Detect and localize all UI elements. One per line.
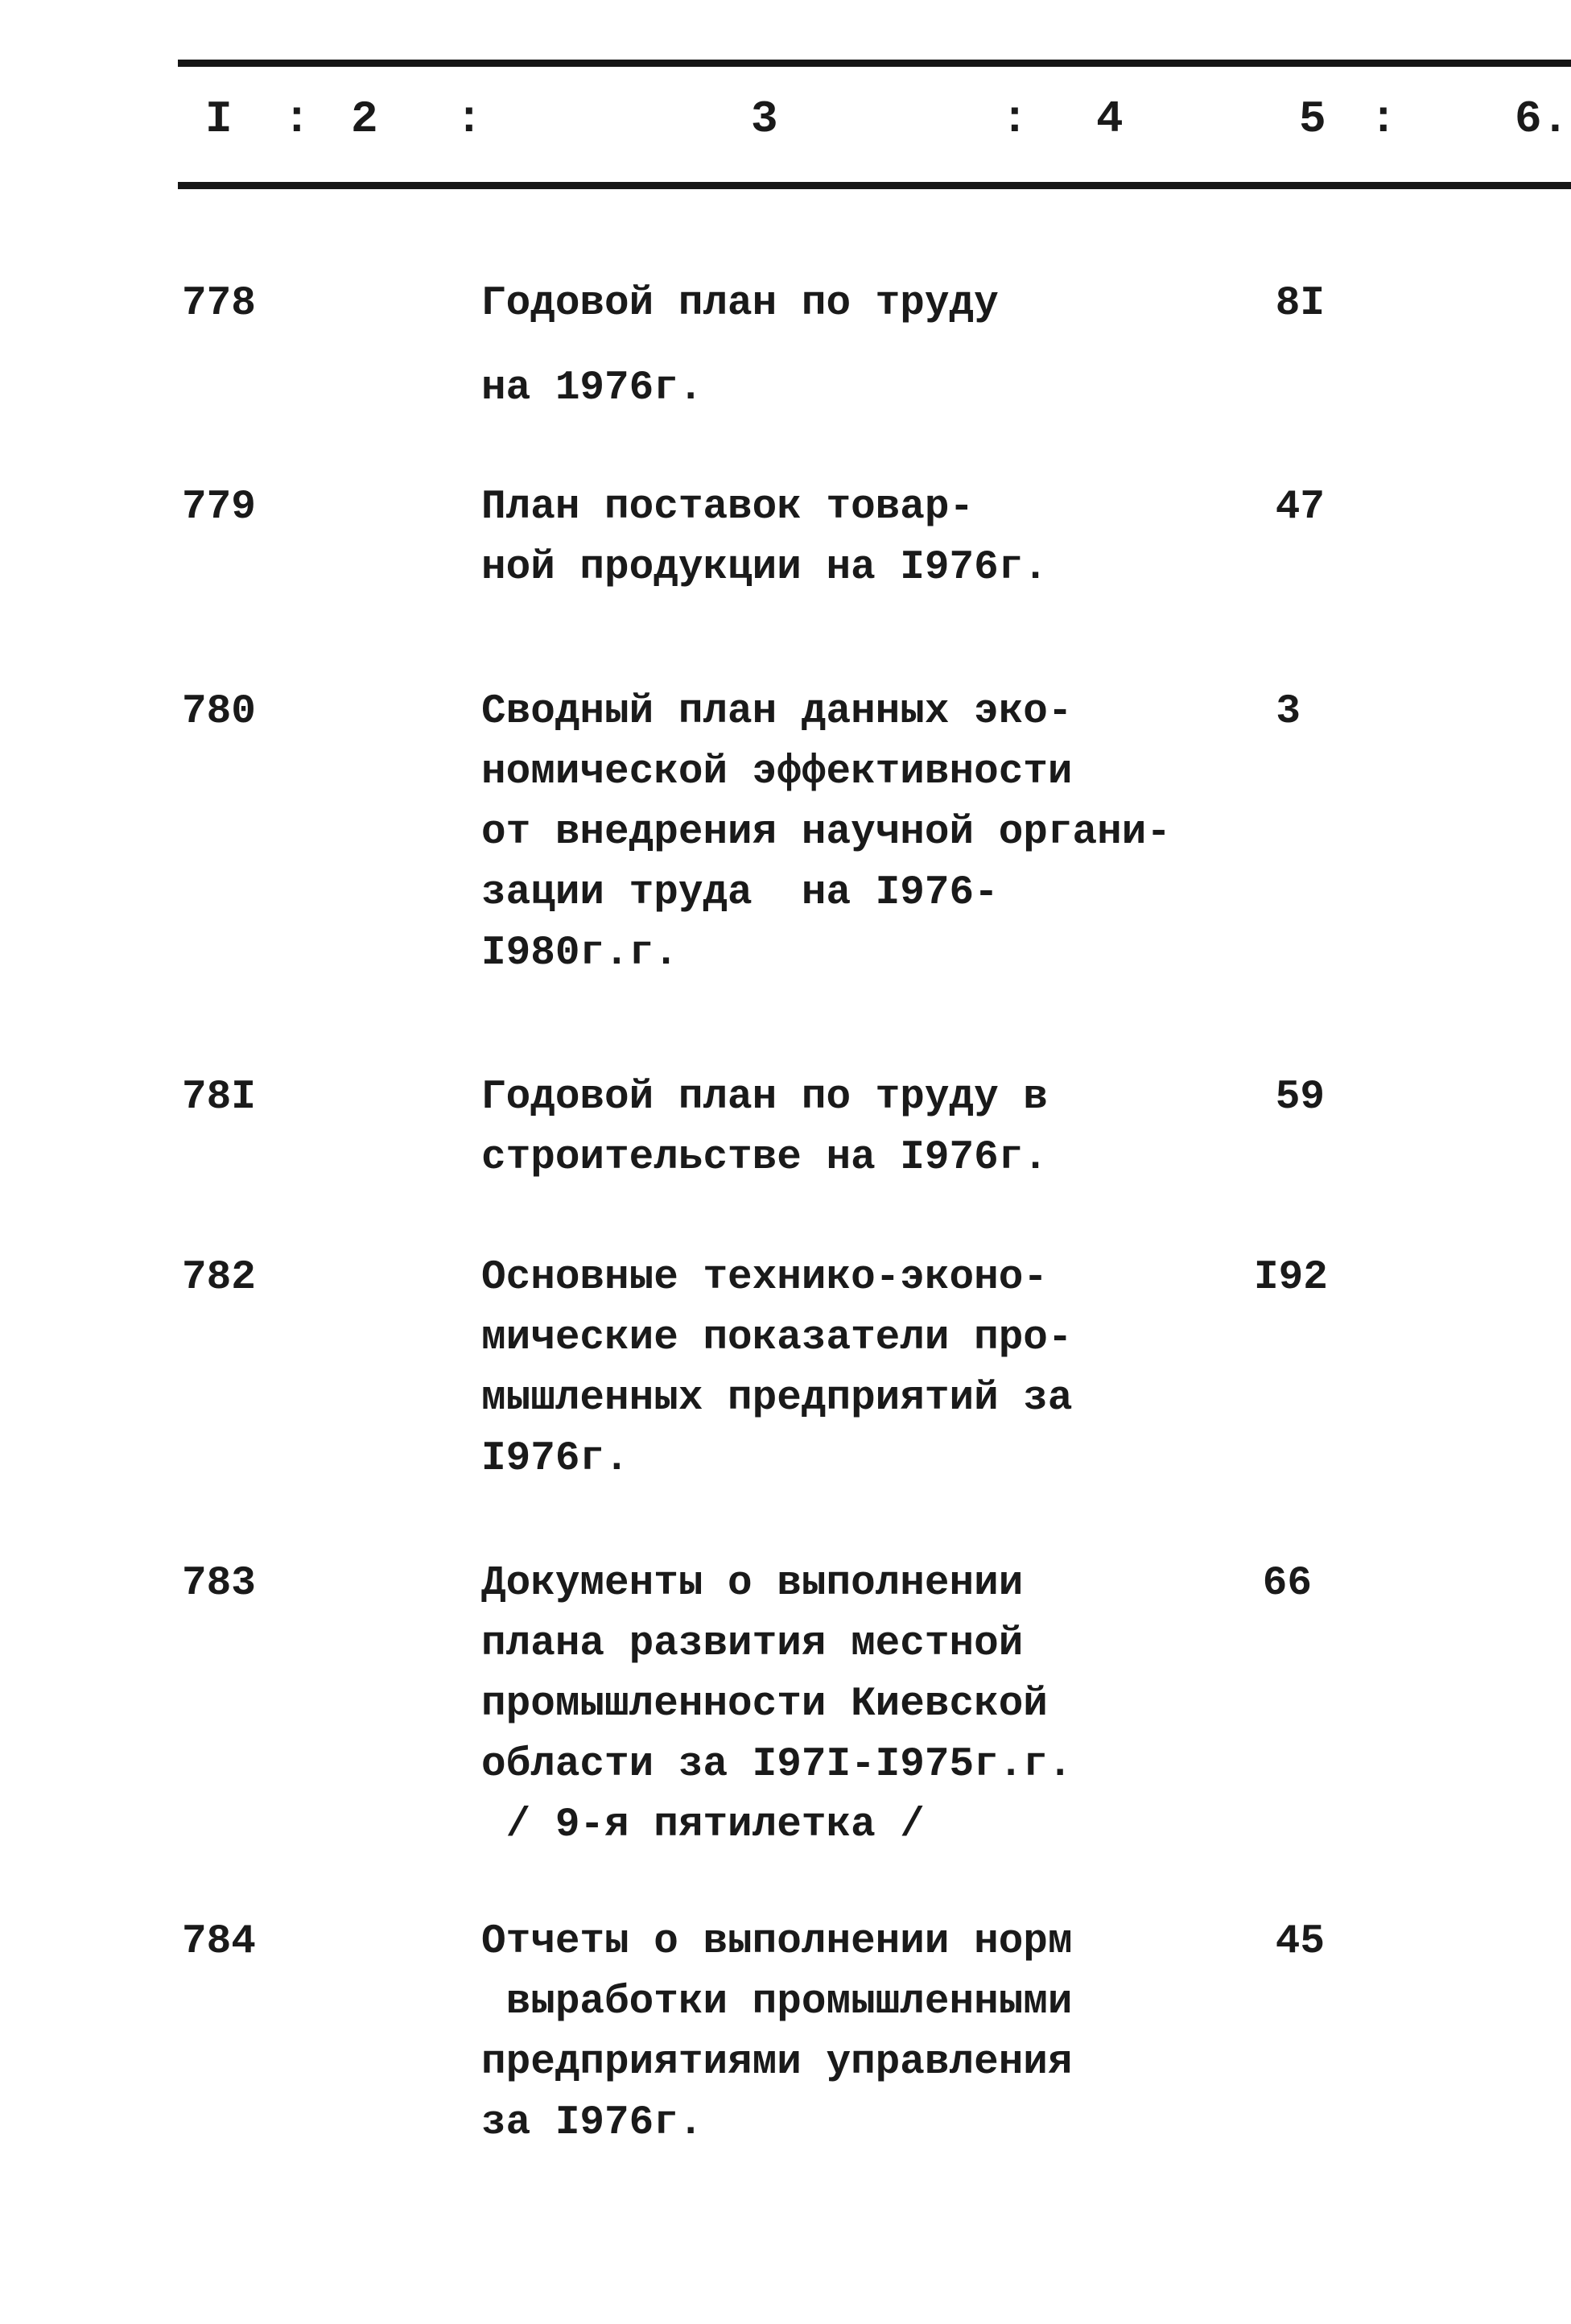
item-title xyxy=(481,1248,1254,1489)
page-count: 66 xyxy=(1262,1561,1312,1607)
item-title xyxy=(481,682,1254,984)
title-line: Сводный план данных эко- xyxy=(481,689,1073,735)
title-line: промышленности Киевской xyxy=(481,1682,1048,1728)
title-line: номической эффективности xyxy=(481,749,1073,795)
table-row xyxy=(182,1554,1325,1855)
page-count: 45 xyxy=(1275,1919,1325,1965)
column-separator: : xyxy=(456,93,483,145)
title-line: строительстве на I976г. xyxy=(481,1135,1048,1181)
table-row xyxy=(182,682,1325,984)
title-line: на 1976г. xyxy=(481,365,703,411)
column-header-6: 6. xyxy=(1515,93,1569,145)
table-row xyxy=(182,477,1325,598)
title-line: План поставок товар- xyxy=(481,485,975,530)
title-line: Годовой план по труду в xyxy=(481,1075,1048,1121)
column-separator: : xyxy=(1001,93,1029,145)
title-line: ной продукции на I976г. xyxy=(481,545,1048,591)
title-line: за I976г. xyxy=(481,2100,703,2146)
table-row xyxy=(182,1067,1325,1188)
page-count: 47 xyxy=(1275,485,1325,530)
title-line: Отчеты о выполнении норм xyxy=(481,1919,1073,1965)
column-separator: : xyxy=(283,93,311,145)
column-header-3: 3 xyxy=(751,93,778,145)
title-line: I980г.г. xyxy=(481,931,678,976)
item-number: 78I xyxy=(182,1075,256,1121)
table-row xyxy=(182,1248,1328,1489)
item-number: 778 xyxy=(182,281,256,327)
column-header-1: I xyxy=(205,93,233,145)
header-top-rule xyxy=(178,60,1571,67)
title-line: выработки промышленными xyxy=(481,1979,1073,2025)
table-row xyxy=(182,274,1325,419)
table-header xyxy=(0,95,1571,143)
item-number: 783 xyxy=(182,1561,256,1607)
item-number: 780 xyxy=(182,689,256,735)
column-separator: : xyxy=(1370,93,1397,145)
item-number: 779 xyxy=(182,485,256,530)
item-title xyxy=(481,274,1254,419)
header-bottom-rule xyxy=(178,182,1571,189)
item-number: 782 xyxy=(182,1255,256,1301)
page-count: 8I xyxy=(1275,281,1325,327)
title-line: области за I97I-I975г.г. xyxy=(481,1742,1073,1788)
title-line: / 9-я пятилетка / xyxy=(481,1802,925,1848)
item-title xyxy=(481,1067,1254,1188)
title-line: зации труда на I976- xyxy=(481,870,999,916)
item-title xyxy=(481,1554,1254,1855)
title-line: Основные технико-эконо- xyxy=(481,1255,1048,1301)
item-title xyxy=(481,1912,1254,2153)
page-count: I92 xyxy=(1254,1255,1328,1301)
title-line: мышленных предприятий за xyxy=(481,1376,1073,1422)
page-count: 3 xyxy=(1276,689,1301,735)
column-header-5: 5 xyxy=(1299,93,1326,145)
table-row xyxy=(182,1912,1325,2153)
title-line: Документы о выполнении xyxy=(481,1561,1024,1607)
item-number: 784 xyxy=(182,1919,256,1965)
title-line: плана развития местной xyxy=(481,1621,1024,1667)
column-header-2: 2 xyxy=(351,93,378,145)
page-count: 59 xyxy=(1275,1075,1325,1121)
title-line: мические показатели про- xyxy=(481,1315,1073,1361)
title-line: I976г. xyxy=(481,1436,629,1482)
item-title xyxy=(481,477,1254,598)
column-header-4: 4 xyxy=(1096,93,1124,145)
title-line: от внедрения научной органи- xyxy=(481,810,1171,856)
title-line: Годовой план по труду xyxy=(481,281,999,327)
title-line: предприятиями управления xyxy=(481,2040,1073,2086)
